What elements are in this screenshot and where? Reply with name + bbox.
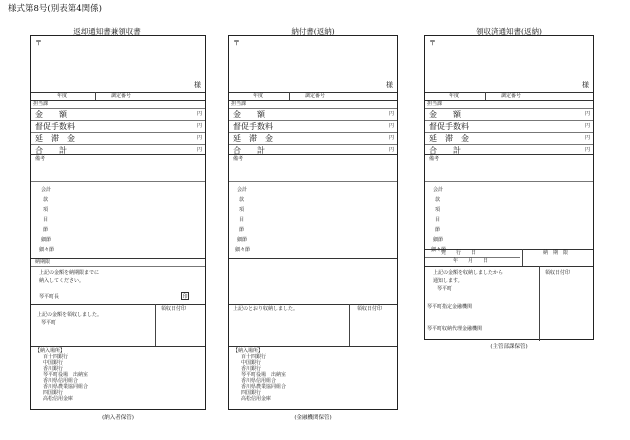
agent-bank-label: 琴平町収納代理金融機関 (427, 326, 483, 332)
notice-line-1: 上記の金額を収納しましたから (433, 270, 504, 276)
bank-7: 四国銀行 (241, 390, 262, 396)
yen-2: 円 (196, 123, 202, 129)
postal-mark: 〒 (429, 39, 436, 47)
form-number: 様式第8号(別表第4関係) (8, 4, 102, 14)
panel-2-payment-slip (228, 35, 398, 410)
bank-0: 【納入場所】 (233, 348, 264, 354)
panel-3-receipt-notice (424, 35, 594, 340)
yen-3: 円 (196, 135, 202, 141)
notice-line-1: 上記の金額を納期限までに (39, 270, 100, 276)
nendo-label: 年度 (253, 93, 264, 99)
tokusoku-label: 督促手数料 (429, 122, 469, 131)
yen-4: 円 (584, 147, 590, 153)
deadline-label: 納 期 限 (543, 250, 569, 256)
deadline-label: 納期限 (35, 259, 51, 265)
breakdown-4: 節 (43, 227, 49, 233)
tokusoku-label: 督促手数料 (35, 122, 75, 131)
yen-3: 円 (388, 135, 394, 141)
bank-4: 琴平町役場 出納室 (241, 372, 287, 378)
entai-label: 延 滞 金 (429, 134, 469, 143)
bank-1: 百十四銀行 (241, 354, 267, 360)
biko-label: 備考 (429, 156, 440, 162)
bank-5: 香川県信用組合 (43, 378, 79, 384)
bank-2: 中国銀行 (241, 360, 262, 366)
notice-line-2: 通知します。 (433, 278, 463, 284)
yen-4: 円 (196, 147, 202, 153)
designated-bank-label: 琴平町指定金融機関 (427, 304, 473, 310)
issue-date-label: 発 行 日 (441, 250, 477, 256)
chotei-label: 調定番号 (111, 93, 132, 99)
tokusoku-label: 督促手数料 (233, 122, 273, 131)
entai-label: 延 滞 金 (35, 134, 75, 143)
tanto-label: 担当課 (427, 101, 443, 107)
breakdown-3: 目 (435, 217, 441, 223)
biko-label: 備考 (233, 156, 244, 162)
panel-3-footer: (主管部課保管) (490, 344, 528, 350)
notice-line-3: 琴平町 (437, 286, 453, 292)
nendo-label: 年度 (449, 93, 460, 99)
receipt-date-stamp: 領収日付印 (161, 306, 187, 312)
bank-3: 香川銀行 (43, 366, 64, 372)
gokei-label: 合 計 (35, 146, 67, 155)
breakdown-6: 細々節 (39, 247, 55, 253)
breakdown-5: 細節 (41, 237, 52, 243)
yen-2: 円 (584, 123, 590, 129)
received-line-1: 上記の金額を領収しました。 (37, 312, 103, 318)
received-line-1: 上記のとおり収納しました。 (233, 306, 299, 312)
received-line-2: 琴平町 (41, 320, 57, 326)
yen-4: 円 (388, 147, 394, 153)
yen-1: 円 (388, 111, 394, 117)
bank-8: 高松信用金庫 (43, 396, 74, 402)
breakdown-4: 節 (239, 227, 245, 233)
issue-date-ymd: 年 月 日 (453, 258, 489, 264)
entai-label: 延 滞 金 (233, 134, 273, 143)
bank-3: 香川銀行 (241, 366, 262, 372)
breakdown-5: 細節 (237, 237, 248, 243)
receipt-date-stamp: 領収日付印 (545, 270, 571, 276)
panel-2-title: 納付書(返納) (291, 27, 335, 36)
biko-label: 備考 (35, 156, 46, 162)
breakdown-4: 節 (435, 227, 441, 233)
bank-8: 高松信用金庫 (241, 396, 272, 402)
breakdown-1: 款 (435, 197, 441, 203)
yen-2: 円 (388, 123, 394, 129)
breakdown-2: 項 (239, 207, 245, 213)
breakdown-1: 款 (239, 197, 245, 203)
sama-label: 様 (582, 81, 589, 89)
yen-3: 円 (584, 135, 590, 141)
chotei-label: 調定番号 (305, 93, 326, 99)
breakdown-2: 項 (43, 207, 49, 213)
bank-5: 香川県信用組合 (241, 378, 277, 384)
bank-6: 香川県農業協同組合 (43, 384, 89, 390)
breakdown-6: 細々節 (235, 247, 251, 253)
breakdown-0: 会計 (433, 187, 444, 193)
bank-2: 中国銀行 (43, 360, 64, 366)
yen-1: 円 (196, 111, 202, 117)
nendo-label: 年度 (57, 93, 68, 99)
tanto-label: 担当課 (33, 101, 49, 107)
receipt-date-stamp: 領収日付印 (357, 306, 383, 312)
panel-1-footer: (納入者保管) (102, 415, 134, 421)
gokei-label: 合 計 (429, 146, 461, 155)
seal-box: 印 (182, 294, 188, 300)
bank-4: 琴平町役場 出納室 (43, 372, 89, 378)
postal-mark: 〒 (233, 39, 240, 47)
breakdown-0: 会計 (41, 187, 52, 193)
panel-3-title: 領収済通知書(返納) (476, 27, 542, 36)
bank-1: 百十四銀行 (43, 354, 69, 360)
tanto-label: 担当課 (231, 101, 247, 107)
sama-label: 様 (386, 81, 393, 89)
notice-line-2: 納入してください。 (39, 278, 85, 284)
sama-label: 様 (194, 81, 201, 89)
panel-1-title: 返却通知書兼領収書 (73, 27, 141, 36)
breakdown-0: 会計 (237, 187, 248, 193)
postal-mark: 〒 (35, 39, 42, 47)
chotei-label: 調定番号 (501, 93, 522, 99)
kingaku-label: 金 額 (35, 110, 67, 119)
breakdown-6: 細々節 (431, 247, 447, 253)
kingaku-label: 金 額 (429, 110, 461, 119)
breakdown-1: 款 (43, 197, 49, 203)
panel-1-return-notice-receipt (30, 35, 206, 410)
gokei-label: 合 計 (233, 146, 265, 155)
breakdown-5: 細節 (433, 237, 444, 243)
panel-2-footer: (金融機関保管) (294, 415, 332, 421)
breakdown-3: 目 (239, 217, 245, 223)
issuer-label: 琴平町長 (39, 294, 60, 300)
bank-0: 【納入場所】 (35, 348, 66, 354)
yen-1: 円 (584, 111, 590, 117)
breakdown-3: 目 (43, 217, 49, 223)
bank-6: 香川県農業協同組合 (241, 384, 287, 390)
bank-7: 四国銀行 (43, 390, 64, 396)
breakdown-2: 項 (435, 207, 441, 213)
kingaku-label: 金 額 (233, 110, 265, 119)
